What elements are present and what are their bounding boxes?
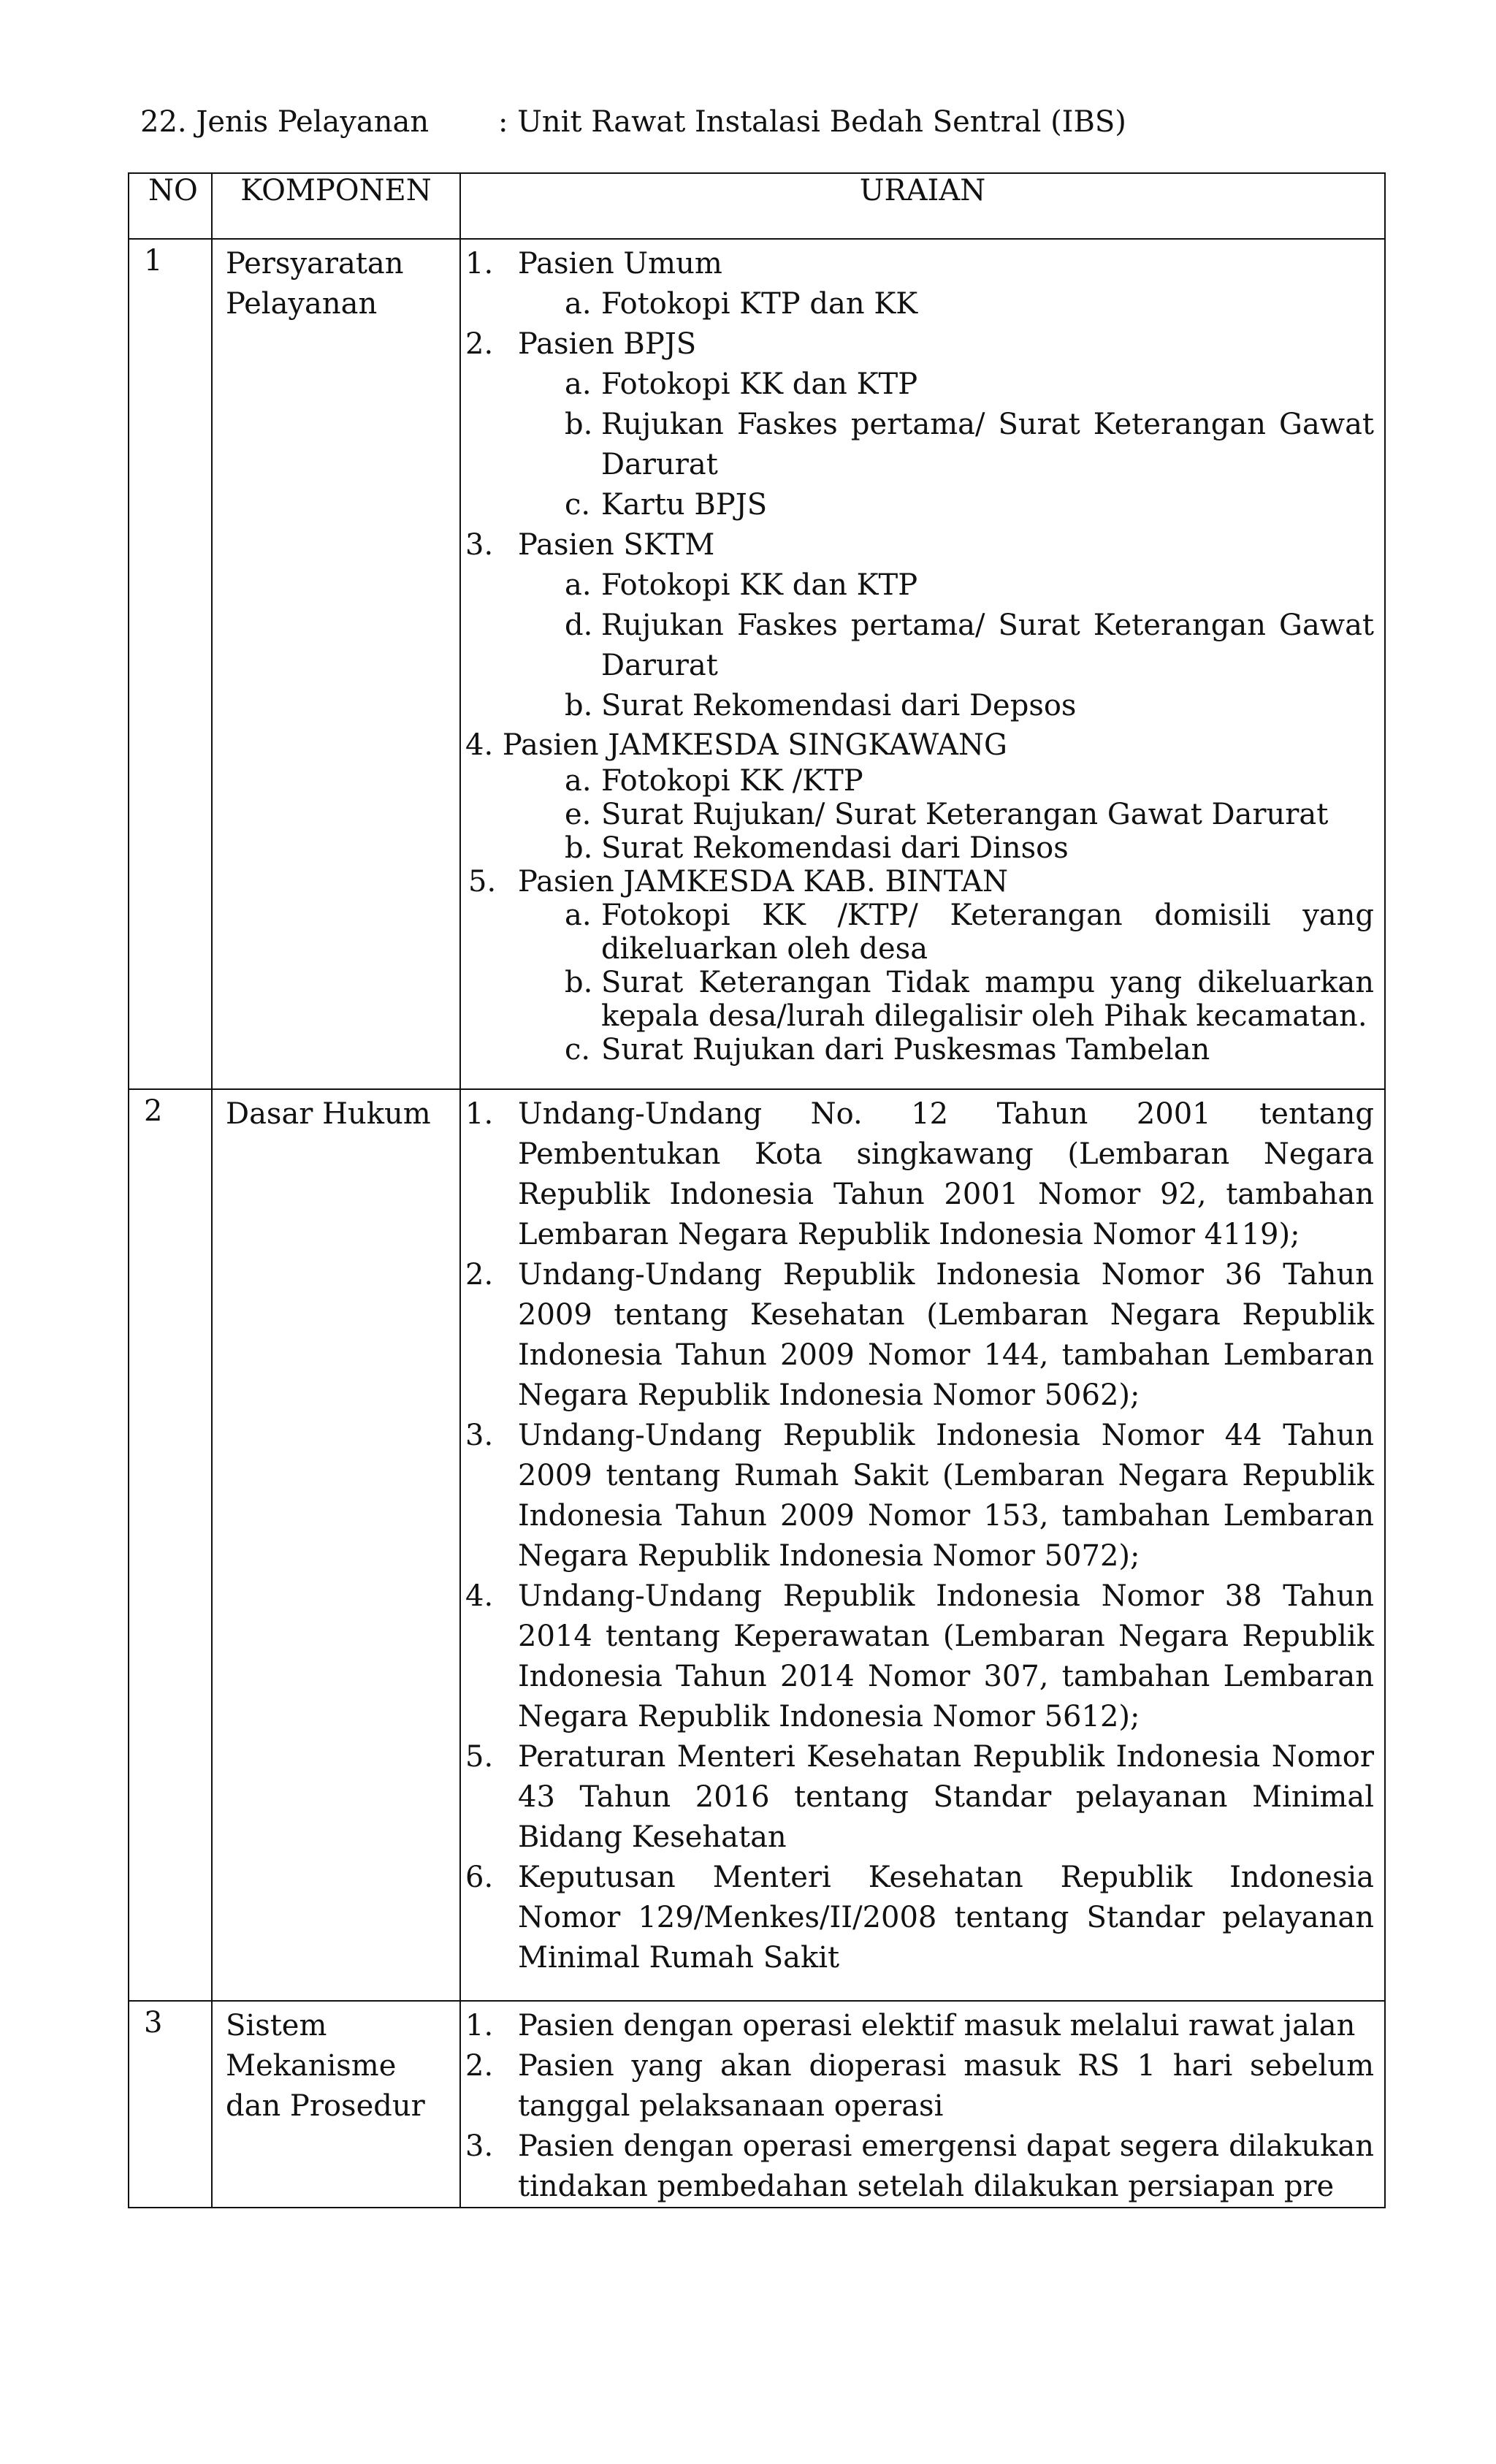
sub-number: e.: [565, 798, 592, 831]
sub-item: [565, 284, 1374, 324]
sub-number: b.: [565, 831, 593, 865]
table-row: [129, 1089, 1385, 2001]
row-number: 2: [129, 1089, 212, 2001]
service-type-header: [140, 105, 1382, 149]
item-text: Keputusan Menteri Kesehatan Republik Indonesia Nomor 129/Menkes/II/2008 tentang Standar pelayanan Minimal Rumah Sakit: [518, 1861, 1374, 1975]
list-item: [465, 1416, 1374, 1576]
item-number: 3.: [465, 528, 494, 562]
header-uraian: URAIAN: [460, 173, 1385, 239]
item-text: Pasien SKTM: [518, 528, 715, 562]
item-number: 2.: [465, 1258, 494, 1292]
item-number: 3.: [465, 2129, 494, 2163]
list-item: [465, 2006, 1374, 2046]
list-item: 4. Pasien JAMKESDA SINGKAWANG: [465, 728, 1007, 762]
row-component: Dasar Hukum: [212, 1089, 460, 2001]
sub-item: [565, 405, 1374, 485]
item-number: 4.: [465, 1579, 494, 1613]
item-number: 5.: [465, 1740, 494, 1774]
item-text: Pasien dengan operasi emergensi dapat segera dilakukan tindakan pembedahan setelah dilakukan persiapan pre: [518, 2129, 1374, 2203]
item-text: Undang-Undang Republik Indonesia Nomor 36 Tahun 2009 tentang Kesehatan (Lembaran Negara Republik Indonesia Tahun 2009 Nomor 144, tambahan Lembaran Negara Republik Indonesia Nomor 5062);: [518, 1258, 1374, 1412]
item-text: Pasien BPJS: [518, 327, 697, 361]
sub-text: Fotokopi KK dan KTP: [601, 367, 918, 401]
list-item: [465, 1255, 1374, 1416]
item-text: Undang-Undang No. 12 Tahun 2001 tentang Pembentukan Kota singkawang (Lembaran Negara Republik Indonesia Tahun 2001 Nomor 92, tambahan Lembaran Negara Republik Indonesia Nomor 4119);: [518, 1097, 1374, 1251]
item-text: Undang-Undang Republik Indonesia Nomor 38 Tahun 2014 tentang Keperawatan (Lembaran Negara Republik Indonesia Tahun 2014 Nomor 307, tambahan Lembaran Negara Republik Indonesia Nomor 5612);: [518, 1579, 1374, 1733]
item-text: Undang-Undang Republik Indonesia Nomor 44 Tahun 2009 tentang Rumah Sakit (Lembaran Negara Republik Indonesia Tahun 2009 Nomor 153, tambahan Lembaran Negara Republik Indonesia Nomor 5072);: [518, 1419, 1374, 1573]
row-component: Persyaratan Pelayanan: [212, 239, 460, 1089]
sub-item: [565, 798, 1374, 831]
row-description: [460, 1089, 1385, 2001]
sub-text: Fotokopi KK /KTP: [601, 764, 863, 798]
sub-number: b.: [565, 689, 593, 722]
sub-number: a.: [565, 568, 592, 602]
sub-text: Fotokopi KTP dan KK: [601, 287, 918, 321]
row-number: 3: [129, 2001, 212, 2208]
sub-number: d.: [565, 609, 593, 642]
item-number: 1.: [465, 1097, 494, 1131]
item-number: 6.: [465, 1861, 494, 1894]
list-item: [465, 324, 1374, 365]
sub-item: [565, 365, 1374, 405]
sub-item: [565, 686, 1374, 726]
table-row: [129, 2001, 1385, 2208]
item-number: 1.: [465, 247, 494, 281]
sub-item: [565, 565, 1374, 606]
list-item: [468, 865, 1374, 899]
sub-text: Surat Keterangan Tidak mampu yang dikeluarkan kepala desa/lurah dilegalisir oleh Pihak kecamatan.: [601, 966, 1374, 1033]
service-type-label: 22. Jenis Pelayanan: [140, 105, 430, 139]
service-type-value: : Unit Rawat Instalasi Bedah Sentral (IBS): [498, 105, 1126, 139]
sub-text: Surat Rekomendasi dari Depsos: [601, 689, 1077, 722]
list-item: [465, 2127, 1374, 2207]
item-text: Peraturan Menteri Kesehatan Republik Indonesia Nomor 43 Tahun 2016 tentang Standar pelayanan Minimal Bidang Kesehatan: [518, 1740, 1374, 1854]
sub-text: Surat Rujukan/ Surat Keterangan Gawat Darurat: [601, 798, 1329, 831]
item-text: Pasien yang akan dioperasi masuk RS 1 hari sebelum tanggal pelaksanaan operasi: [518, 2049, 1374, 2123]
sub-number: a.: [565, 764, 592, 798]
item-number: 2.: [465, 327, 494, 361]
sub-number: a.: [565, 287, 592, 321]
sub-number: c.: [565, 1033, 591, 1067]
sub-text: Surat Rujukan dari Puskesmas Tambelan: [601, 1033, 1210, 1067]
sub-item: [565, 899, 1374, 966]
list-item: [465, 1094, 1374, 1255]
list-item: [465, 525, 1374, 565]
list-item: [465, 2046, 1374, 2127]
list-item: [465, 1737, 1374, 1858]
sub-text: Fotokopi KK /KTP/ Keterangan domisili yang dikeluarkan oleh desa: [601, 899, 1374, 966]
sub-item: [565, 485, 1374, 525]
item-number: 2.: [465, 2049, 494, 2083]
item-text: Pasien Umum: [518, 247, 722, 281]
sub-number: b.: [565, 408, 593, 441]
row-description: [460, 239, 1385, 1089]
item-number: 3.: [465, 1419, 494, 1452]
sub-text: Fotokopi KK dan KTP: [601, 568, 918, 602]
header-komponen: KOMPONEN: [212, 173, 460, 239]
table-header-row: [129, 173, 1385, 239]
item-number: 5.: [468, 865, 497, 899]
list-item: [465, 1576, 1374, 1737]
header-no: NO: [129, 173, 212, 239]
sub-item: [565, 606, 1374, 686]
table-row: [129, 239, 1385, 1089]
item-text: Pasien dengan operasi elektif masuk melalui rawat jalan: [518, 2009, 1356, 2042]
row-component: Sistem Mekanisme dan Prosedur: [212, 2001, 460, 2208]
sub-text: Rujukan Faskes pertama/ Surat Keterangan Gawat Darurat: [601, 609, 1374, 682]
sub-number: c.: [565, 488, 591, 522]
sub-number: a.: [565, 899, 592, 932]
row-number: 1: [129, 239, 212, 1089]
sub-item: [565, 1033, 1374, 1067]
sub-item: [565, 831, 1374, 865]
row-description: [460, 2001, 1385, 2208]
sub-text: Surat Rekomendasi dari Dinsos: [601, 831, 1069, 865]
sub-text: Kartu BPJS: [601, 488, 768, 522]
sub-text: Rujukan Faskes pertama/ Surat Keterangan Gawat Darurat: [601, 408, 1374, 481]
item-text: Pasien JAMKESDA KAB. BINTAN: [518, 865, 1009, 899]
item-number: 1.: [465, 2009, 494, 2042]
sub-number: a.: [565, 367, 592, 401]
service-table: [128, 172, 1386, 2208]
sub-item: [565, 966, 1374, 1033]
list-item: [465, 244, 1374, 284]
sub-item: [565, 764, 1374, 798]
list-item: [465, 1858, 1374, 1978]
sub-number: b.: [565, 966, 593, 999]
